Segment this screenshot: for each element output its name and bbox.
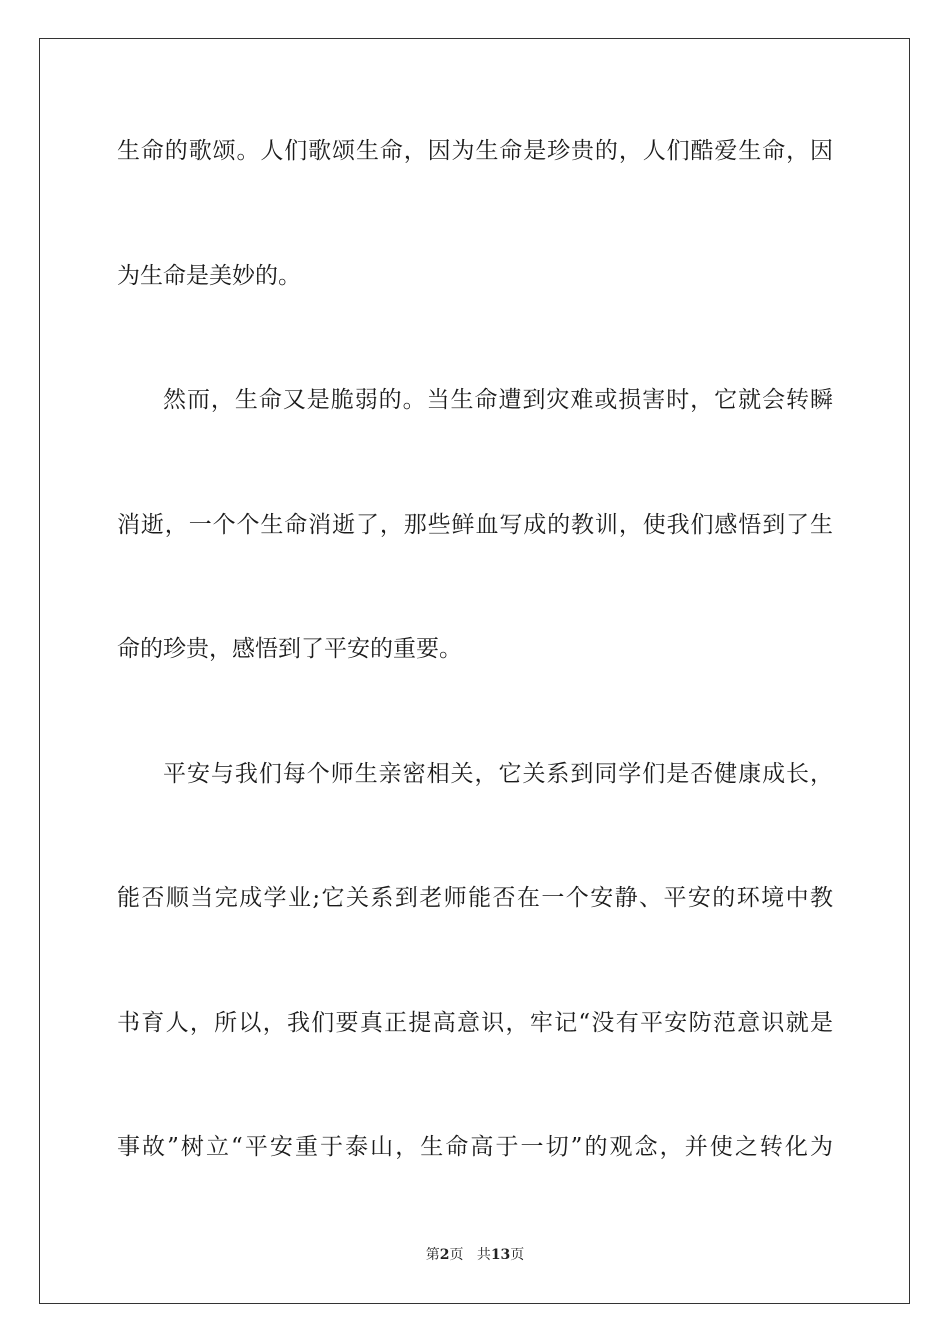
- page-prefix: 第: [425, 1247, 440, 1263]
- page-border: [39, 38, 910, 1304]
- text-line-7: 能否顺当完成学业;它关系到老师能否在一个安静、平安的环境中教: [117, 885, 833, 911]
- text-line-8: 书育人，所以，我们要真正提高意识，牢记“没有平安防范意识就是: [117, 1010, 833, 1036]
- text-line-6: 平安与我们每个师生亲密相关，它关系到同学们是否健康成长，: [163, 761, 833, 787]
- page-suffix: 页: [449, 1247, 464, 1263]
- total-prefix: 共: [476, 1247, 491, 1263]
- page-footer: [0, 1245, 950, 1265]
- total-suffix: 页: [510, 1247, 525, 1263]
- text-line-4: 消逝，一个个生命消逝了，那些鲜血写成的教训，使我们感悟到了生: [117, 512, 833, 538]
- text-line-2: 为生命是美妙的。: [117, 263, 301, 289]
- text-line-3: 然而，生命又是脆弱的。当生命遭到灾难或损害时，它就会转瞬: [163, 387, 833, 413]
- page-number: 2: [439, 1247, 450, 1263]
- text-line-1: 生命的歌颂。人们歌颂生命，因为生命是珍贵的，人们酷爱生命，因: [117, 138, 833, 164]
- text-line-5: 命的珍贵，感悟到了平安的重要。: [117, 636, 462, 662]
- total-pages: 13: [490, 1247, 511, 1263]
- text-line-9: 事故”树立“平安重于泰山，生命高于一切”的观念，并使之转化为: [117, 1134, 833, 1160]
